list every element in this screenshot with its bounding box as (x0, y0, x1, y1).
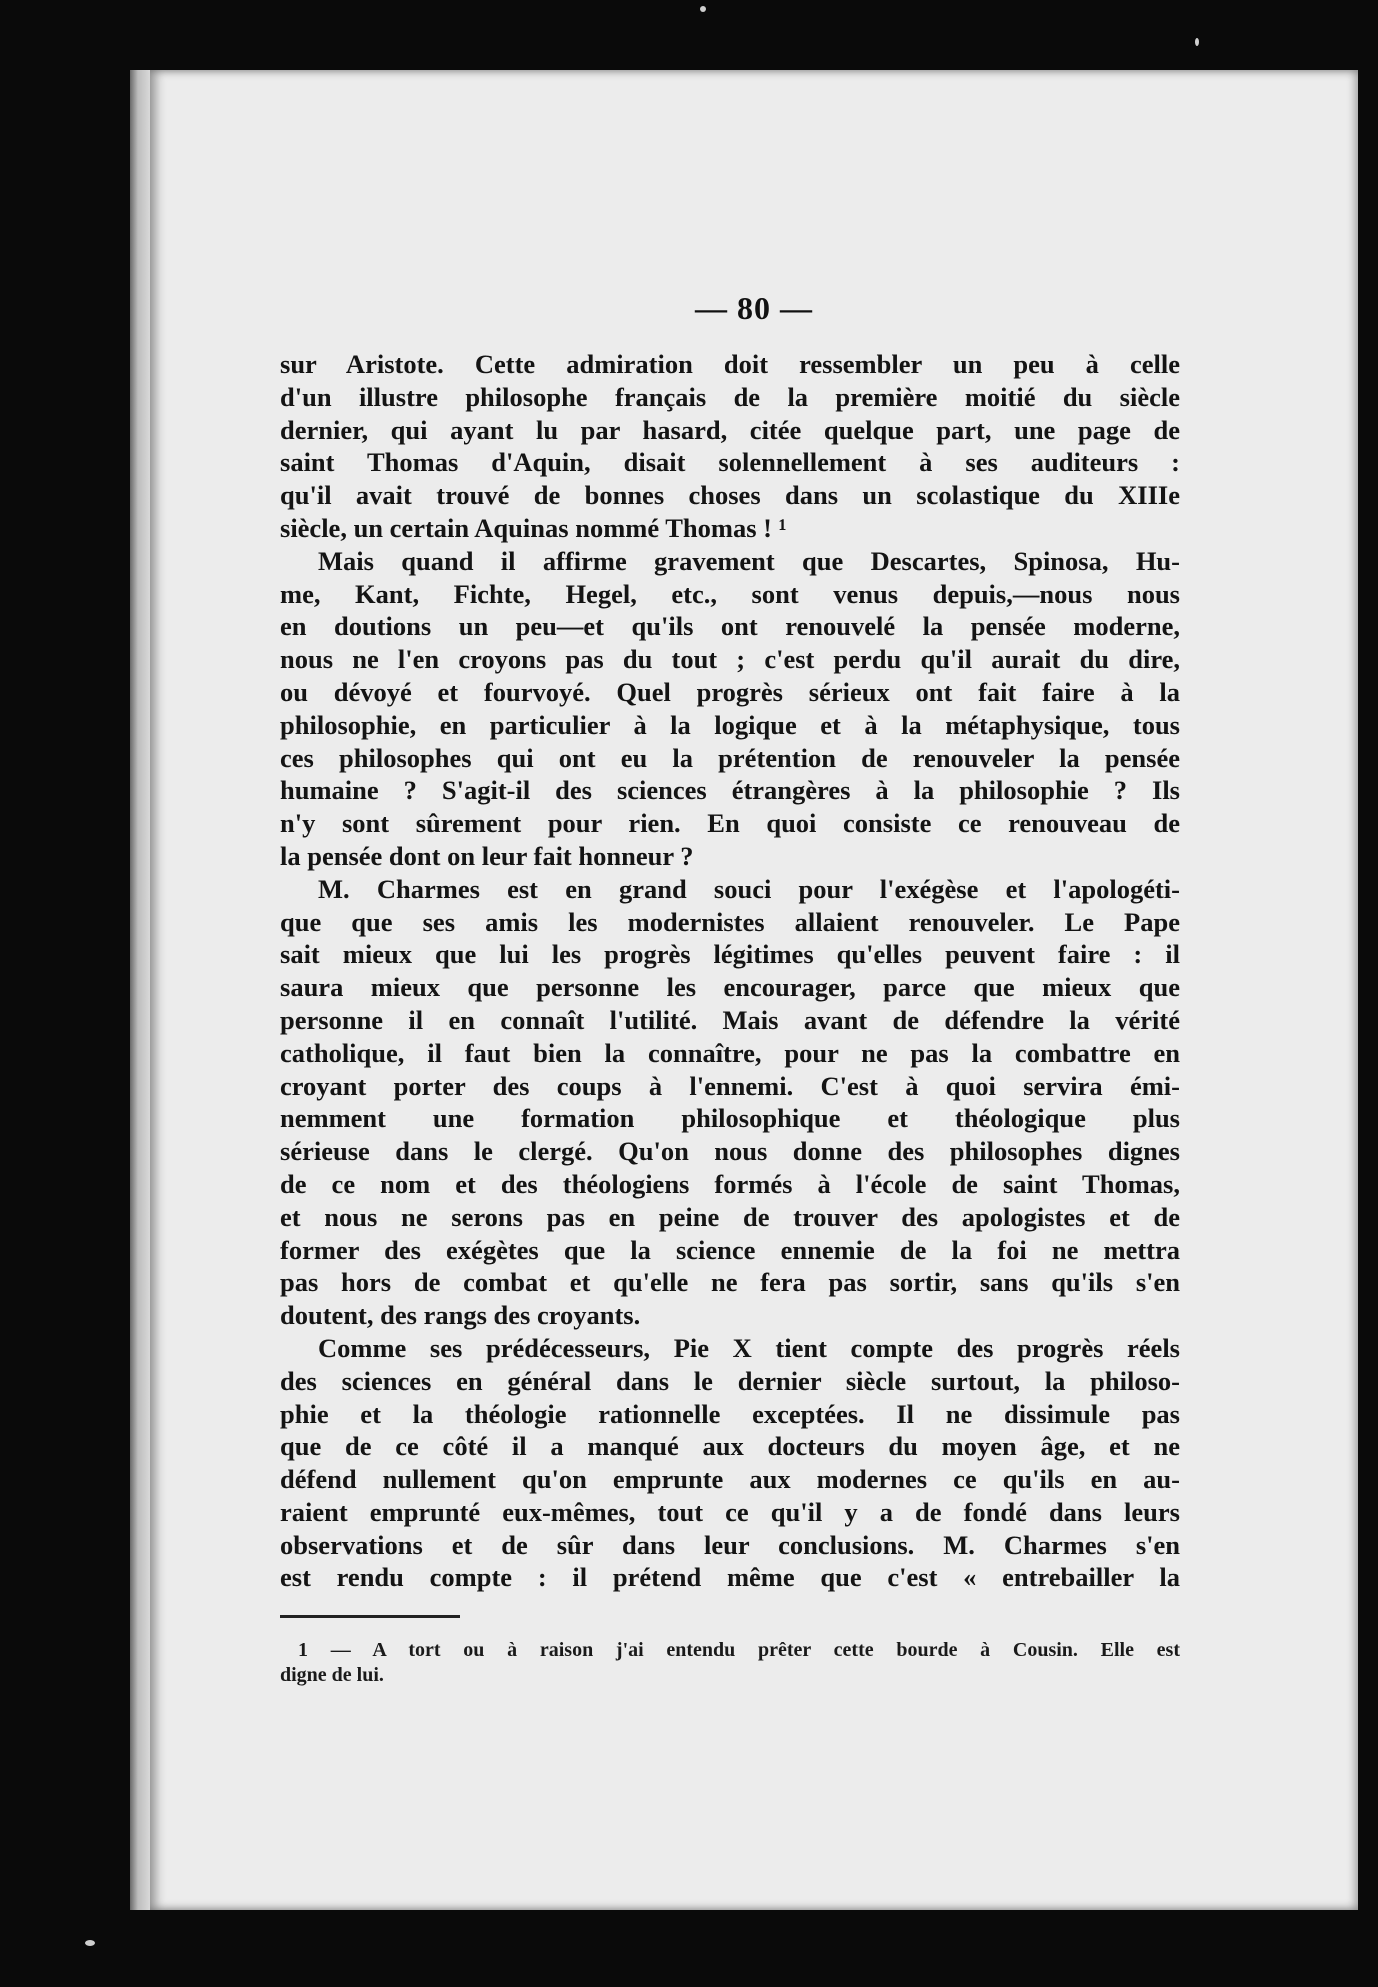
text-line: pas hors de combat et qu'elle ne fera pas sortir, sans qu'ils s'en (280, 1267, 1180, 1298)
text-line: former des exégètes que la science ennemie de la foi ne mettra (280, 1234, 1180, 1265)
text-line: est rendu compte : il prétend même que c'est « entrebailler la (280, 1562, 1180, 1593)
text-line: me, Kant, Fichte, Hegel, etc., sont venus depuis,—nous nous (280, 578, 1180, 609)
scan-speck (1195, 38, 1199, 46)
text-line: ces philosophes qui ont eu la prétention de renouveler la pensée (280, 742, 1180, 773)
text-line: saura mieux que personne les encourager, parce que mieux que (280, 972, 1180, 1003)
footnote (280, 1638, 1180, 1688)
text-line: observations et de sûr dans leur conclusions. M. Charmes s'en (280, 1529, 1180, 1560)
text-line: de ce nom et des théologiens formés à l'école de saint Thomas, (280, 1168, 1180, 1199)
footnote-line: digne de lui. (280, 1664, 384, 1686)
text-line: défend nullement qu'on emprunte aux modernes ce qu'ils en au- (280, 1464, 1180, 1495)
footnote-rule (280, 1615, 460, 1618)
text-line: et nous ne serons pas en peine de trouver des apologistes et de (280, 1201, 1180, 1232)
text-line: d'un illustre philosophe français de la première moitié du siècle (280, 381, 1180, 412)
text-line: siècle, un certain Aquinas nommé Thomas ! ¹ (280, 512, 787, 543)
text-line: doutent, des rangs des croyants. (280, 1300, 641, 1331)
text-line: saint Thomas d'Aquin, disait solennellement à ses auditeurs : (280, 447, 1180, 478)
text-line: nemment une formation philosophique et théologique plus (280, 1103, 1180, 1134)
text-line: nous ne l'en croyons pas du tout ; c'est perdu qu'il aurait du dire, (280, 644, 1180, 675)
text-line: catholique, il faut bien la connaître, pour ne pas la combattre en (280, 1037, 1180, 1068)
text-line: ou dévoyé et fourvoyé. Quel progrès sérieux ont fait faire à la (280, 676, 1180, 707)
text-line: philosophie, en particulier à la logique et à la métaphysique, tous (280, 709, 1180, 740)
text-line: raient emprunté eux-mêmes, tout ce qu'il y a de fondé dans leurs (280, 1496, 1180, 1527)
text-line: sur Aristote. Cette admiration doit ressembler un peu à celle (280, 349, 1180, 379)
scan-speck (700, 6, 706, 12)
text-line: que que ses amis les modernistes allaient renouveler. Le Pape (280, 906, 1180, 937)
text-line: qu'il avait trouvé de bonnes choses dans un scolastique du XIIIe (280, 480, 1180, 511)
text-line: Mais quand il affirme gravement que Descartes, Spinosa, Hu- (318, 545, 1180, 576)
book-page (150, 70, 1358, 1910)
text-line: personne il en connaît l'utilité. Mais avant de défendre la vérité (280, 1004, 1180, 1035)
body-text (280, 348, 1180, 1594)
scan-speck (85, 1940, 95, 1946)
page-edge (130, 70, 150, 1910)
text-line: n'y sont sûrement pour rien. En quoi consiste ce renouveau de (280, 808, 1180, 839)
text-line: M. Charmes est en grand souci pour l'exégèse et l'apologéti- (318, 873, 1180, 904)
text-line: en doutions un peu—et qu'ils ont renouvelé la pensée moderne, (280, 611, 1180, 642)
page-number: — 80 — (695, 290, 813, 326)
text-line: Comme ses prédécesseurs, Pie X tient compte des progrès réels (318, 1332, 1180, 1363)
text-line: sérieuse dans le clergé. Qu'on nous donne des philosophes dignes (280, 1136, 1180, 1167)
text-line: la pensée dont on leur fait honneur ? (280, 840, 694, 871)
text-line: dernier, qui ayant lu par hasard, citée quelque part, une page de (280, 414, 1180, 445)
text-line: humaine ? S'agit-il des sciences étrangères à la philosophie ? Ils (280, 775, 1180, 806)
text-line: croyant porter des coups à l'ennemi. C'est à quoi servira émi- (280, 1070, 1180, 1101)
text-line: phie et la théologie rationnelle exceptées. Il ne dissimule pas (280, 1398, 1180, 1429)
footnote-line: 1 — A tort ou à raison j'ai entendu prêter cette bourde à Cousin. Elle est (298, 1639, 1180, 1661)
text-line: que de ce côté il a manqué aux docteurs du moyen âge, et ne (280, 1431, 1180, 1462)
text-line: des sciences en général dans le dernier siècle surtout, la philoso- (280, 1365, 1180, 1396)
text-line: sait mieux que lui les progrès légitimes qu'elles peuvent faire : il (280, 939, 1180, 970)
